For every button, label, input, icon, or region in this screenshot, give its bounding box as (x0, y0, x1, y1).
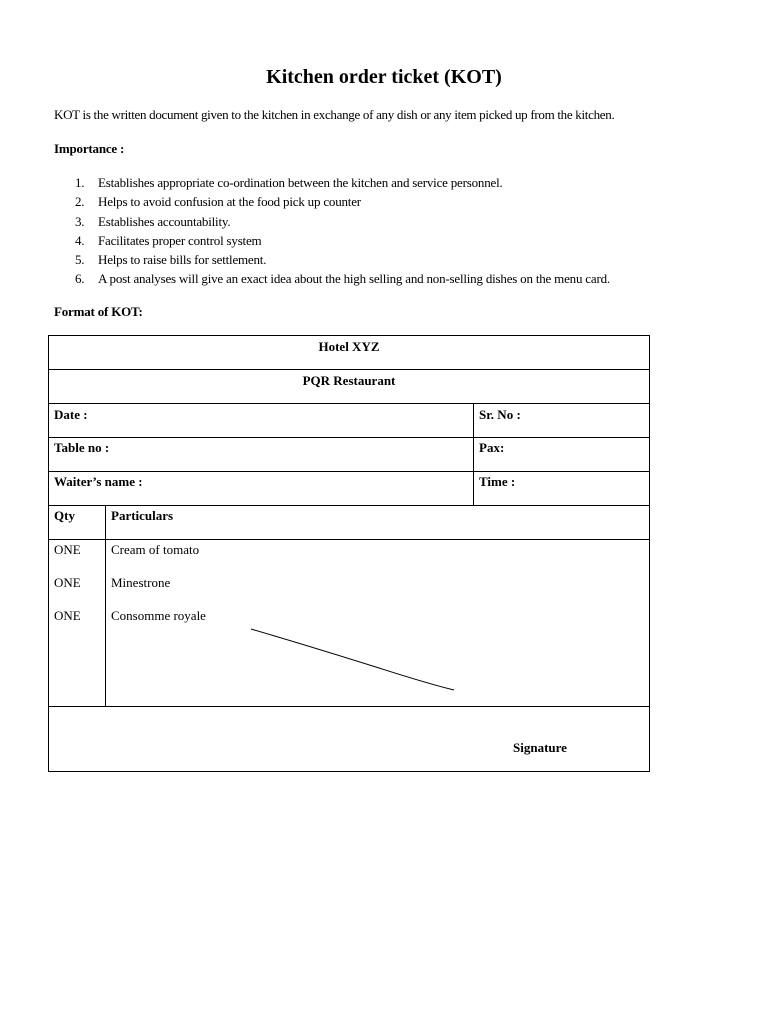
list-number: 2. (75, 194, 85, 210)
format-heading: Format of KOT: (54, 304, 143, 319)
list-text: Establishes appropriate co-ordination between the kitchen and service personnel. (98, 175, 503, 190)
list-item (54, 192, 610, 211)
intro-paragraph: KOT is the written document given to the kitchen in exchange of any dish or any item picked up from the kitchen. (54, 107, 615, 122)
signature-label: Signature (513, 740, 567, 755)
list-item (54, 212, 610, 231)
particulars-header: Particulars (111, 508, 174, 523)
list-item (54, 173, 610, 192)
waiter-name-label: Waiter’s name : (54, 474, 143, 489)
list-number: 3. (75, 213, 85, 229)
page-title: Kitchen order ticket (KOT) (266, 66, 502, 88)
item-name: Consomme royale (111, 608, 206, 623)
item-qty: ONE (54, 608, 81, 623)
importance-list (54, 173, 610, 289)
item-name: Cream of tomato (111, 542, 200, 557)
list-text: Helps to raise bills for settlement. (98, 252, 267, 268)
restaurant-name: PQR Restaurant (302, 373, 396, 388)
item-qty: ONE (54, 542, 81, 557)
importance-heading: Importance : (54, 141, 125, 156)
table-no-label: Table no : (54, 440, 110, 455)
list-number: 1. (75, 175, 85, 190)
list-text: Facilitates proper control system (98, 232, 262, 248)
list-item (54, 269, 610, 288)
list-text: A post analyses will give an exact idea about the high selling and non-selling dishes on the menu card. (98, 271, 610, 287)
kot-form (48, 335, 650, 772)
list-number: 5. (75, 252, 85, 268)
list-text: Establishes accountability. (98, 213, 231, 229)
pax-label: Pax: (479, 440, 505, 455)
date-label: Date : (54, 407, 88, 422)
cancel-strike-line (49, 336, 649, 771)
hotel-name: Hotel XYZ (318, 339, 380, 354)
list-number: 6. (75, 271, 85, 287)
list-number: 4. (75, 232, 85, 248)
list-item (54, 231, 610, 250)
list-text: Helps to avoid confusion at the food pick up counter (98, 194, 361, 210)
serial-no-label: Sr. No : (479, 407, 521, 422)
list-item (54, 250, 610, 269)
qty-header: Qty (54, 508, 75, 523)
time-label: Time : (479, 474, 516, 489)
item-name: Minestrone (111, 575, 171, 590)
item-qty: ONE (54, 575, 81, 590)
